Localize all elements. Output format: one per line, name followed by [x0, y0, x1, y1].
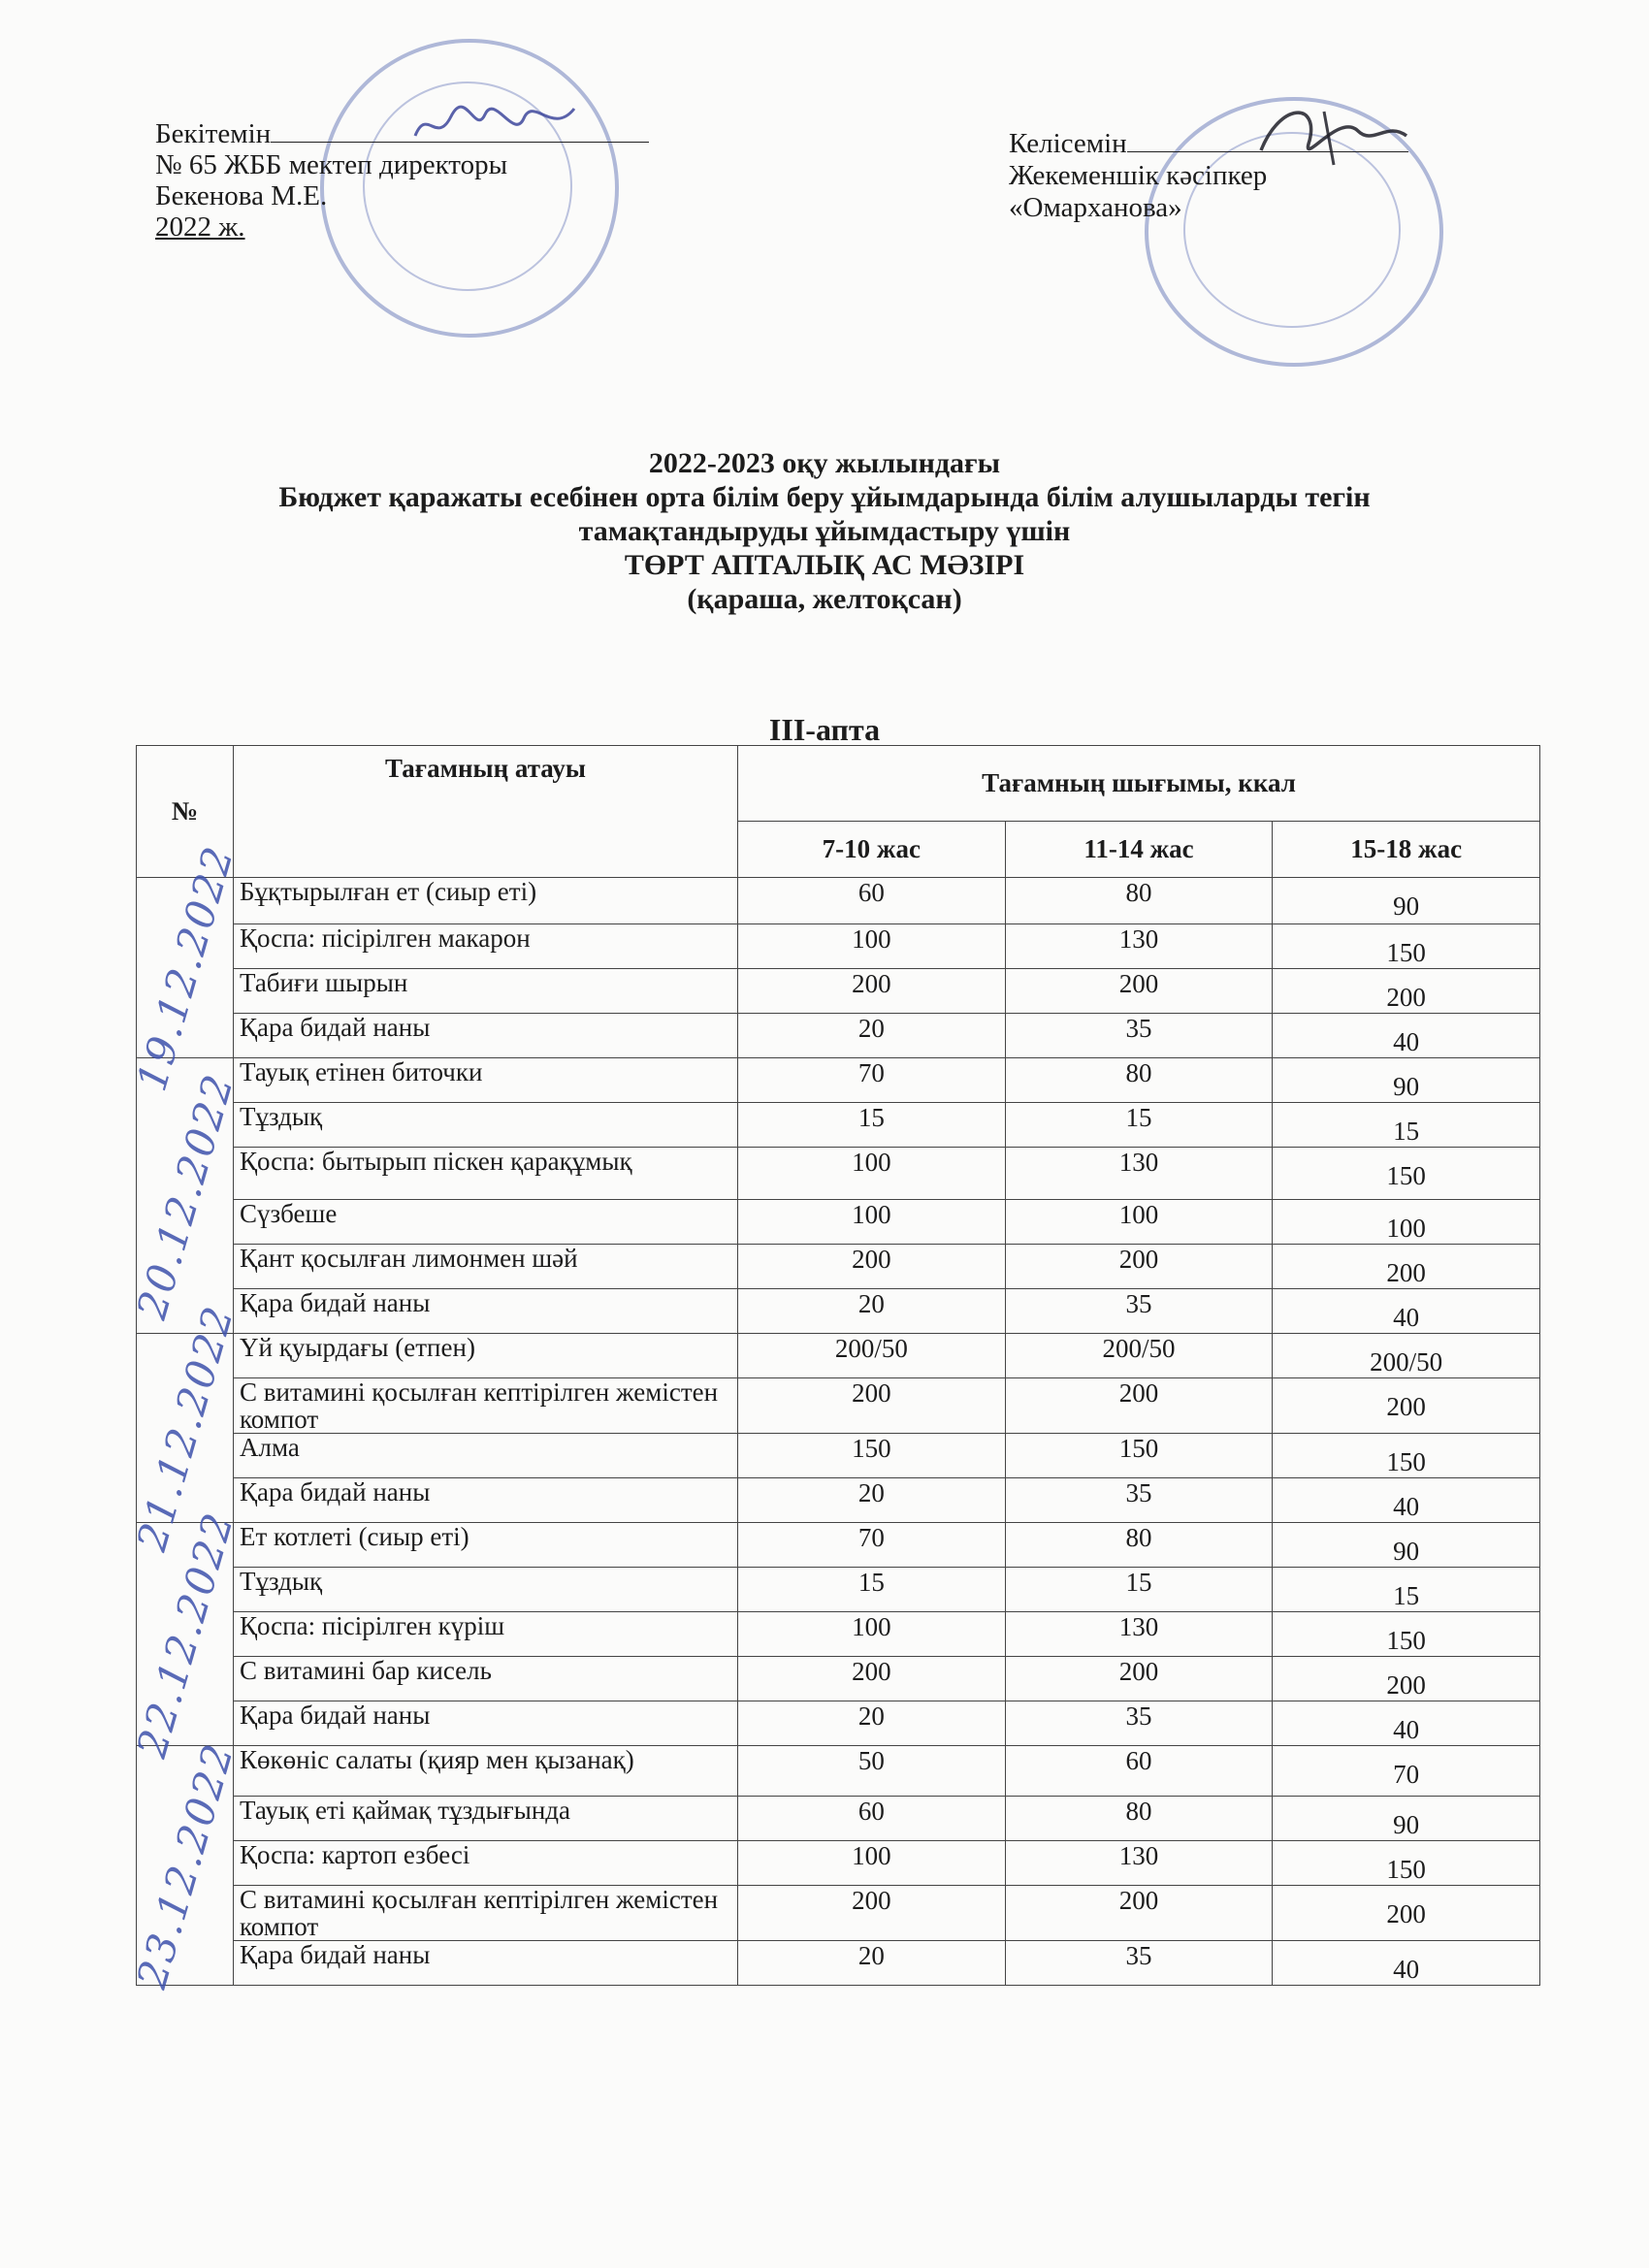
handwritten-date: 21.12.2022	[127, 1300, 242, 1556]
handwritten-date: 22.12.2022	[127, 1506, 242, 1763]
yield-value-3: 90	[1273, 1523, 1540, 1568]
dish-name: С витамині қосылған кептірілген жемістен компот	[234, 1378, 738, 1434]
document-title	[0, 446, 1649, 616]
yield-value-1: 20	[738, 1478, 1006, 1523]
title-line-1: 2022-2023 оқу жылындағы	[648, 447, 1001, 479]
yield-value-1: 20	[738, 1014, 1006, 1058]
yield-value-2: 200	[1005, 969, 1273, 1014]
yield-value-2: 15	[1005, 1103, 1273, 1148]
yield-value-1: 200	[738, 1657, 1006, 1701]
yield-value-3: 40	[1273, 1941, 1540, 1986]
yield-value-2: 200	[1005, 1245, 1273, 1289]
yield-value-3: 90	[1273, 878, 1540, 924]
header-number: №	[137, 746, 234, 878]
yield-value-1: 70	[738, 1058, 1006, 1103]
approval-block	[155, 116, 649, 243]
table-row	[137, 1701, 1540, 1746]
table-row	[137, 924, 1540, 969]
yield-value-3: 40	[1273, 1289, 1540, 1334]
table-row	[137, 1523, 1540, 1568]
day-date-cell	[127, 839, 242, 1096]
yield-value-3: 200	[1273, 1657, 1540, 1701]
signature-line	[271, 116, 649, 143]
yield-value-1: 200	[738, 969, 1006, 1014]
agree-label: Келісемін	[1009, 128, 1127, 159]
yield-value-3: 150	[1273, 924, 1540, 969]
dish-name: Сүзбеше	[234, 1200, 738, 1245]
yield-value-2: 35	[1005, 1014, 1273, 1058]
dish-name: Тұздық	[234, 1103, 738, 1148]
dish-name: Табиғи шырын	[234, 969, 738, 1014]
table-row	[137, 1334, 1540, 1378]
yield-value-1: 50	[738, 1746, 1006, 1797]
table-row	[137, 1434, 1540, 1478]
header-age-7-10: 7-10 жас	[738, 822, 1006, 878]
yield-value-3: 40	[1273, 1701, 1540, 1746]
dish-name: Қоспа: бытырып піскен қарақұмық	[234, 1148, 738, 1200]
dish-name: С витамині қосылған кептірілген жемістен компот	[234, 1886, 738, 1941]
yield-value-2: 150	[1005, 1434, 1273, 1478]
table-row	[137, 1746, 1540, 1797]
yield-value-3: 40	[1273, 1478, 1540, 1523]
yield-value-1: 200	[738, 1378, 1006, 1434]
table-row	[137, 1841, 1540, 1886]
table-row	[137, 1289, 1540, 1334]
handwritten-date: 20.12.2022	[127, 1067, 242, 1324]
dish-name: Алма	[234, 1434, 738, 1478]
week-label: III-апта	[768, 712, 881, 747]
table-row	[137, 969, 1540, 1014]
header-dish-name: Тағамның атауы	[234, 746, 738, 878]
yield-value-2: 130	[1005, 1148, 1273, 1200]
header-age-15-18: 15-18 жас	[1273, 822, 1540, 878]
dish-name: Тауық еті қаймақ тұздығында	[234, 1797, 738, 1841]
yield-value-3: 70	[1273, 1746, 1540, 1797]
yield-value-2: 80	[1005, 1523, 1273, 1568]
day-date-cell	[127, 1058, 242, 1334]
table-row	[137, 1058, 1540, 1103]
approve-year: 2022 ж.	[155, 211, 245, 243]
header-age-11-14: 11-14 жас	[1005, 822, 1273, 878]
title-line-3: тамақтандыруды ұйымдастыру үшін	[578, 515, 1071, 547]
table-row	[137, 1014, 1540, 1058]
yield-value-2: 80	[1005, 1058, 1273, 1103]
approve-position: № 65 ЖББ мектеп директоры	[155, 149, 508, 180]
approve-label: Бекітемін	[155, 118, 272, 149]
yield-value-3: 200	[1273, 969, 1540, 1014]
dish-name: Қара бидай наны	[234, 1014, 738, 1058]
table-row	[137, 1378, 1540, 1434]
yield-value-2: 130	[1005, 1841, 1273, 1886]
yield-value-1: 15	[738, 1103, 1006, 1148]
yield-value-2: 80	[1005, 878, 1273, 924]
table-row	[137, 1657, 1540, 1701]
yield-value-2: 15	[1005, 1568, 1273, 1612]
table-row	[137, 1478, 1540, 1523]
yield-value-3: 90	[1273, 1797, 1540, 1841]
agree-position: Жекеменшік кәсіпкер	[1009, 160, 1268, 191]
yield-value-3: 90	[1273, 1058, 1540, 1103]
table-row	[137, 1886, 1540, 1941]
dish-name: Қара бидай наны	[234, 1701, 738, 1746]
yield-value-1: 15	[738, 1568, 1006, 1612]
yield-value-3: 15	[1273, 1568, 1540, 1612]
yield-value-2: 100	[1005, 1200, 1273, 1245]
yield-value-3: 150	[1273, 1841, 1540, 1886]
yield-value-2: 35	[1005, 1478, 1273, 1523]
dish-name: Тауық етінен биточки	[234, 1058, 738, 1103]
yield-value-2: 130	[1005, 1612, 1273, 1657]
dish-name: Қоспа: пісірілген макарон	[234, 924, 738, 969]
handwritten-date: 19.12.2022	[127, 839, 242, 1096]
yield-value-3: 40	[1273, 1014, 1540, 1058]
title-line-2: Бюджет қаражаты есебінен орта білім беру ұйымдарында білім алушыларды тегін	[278, 481, 1371, 513]
yield-value-2: 200	[1005, 1378, 1273, 1434]
yield-value-1: 100	[738, 1612, 1006, 1657]
yield-value-3: 150	[1273, 1612, 1540, 1657]
header-yield: Тағамның шығымы, ккал	[738, 746, 1540, 822]
table-row	[137, 878, 1540, 924]
dish-name: Қоспа: пісірілген күріш	[234, 1612, 738, 1657]
table-row	[137, 1245, 1540, 1289]
signature-line	[1127, 126, 1408, 152]
yield-value-3: 150	[1273, 1148, 1540, 1200]
yield-value-1: 100	[738, 924, 1006, 969]
yield-value-3: 15	[1273, 1103, 1540, 1148]
yield-value-1: 20	[738, 1289, 1006, 1334]
yield-value-2: 80	[1005, 1797, 1273, 1841]
dish-name: Тұздық	[234, 1568, 738, 1612]
yield-value-1: 70	[738, 1523, 1006, 1568]
agreement-block	[1009, 126, 1408, 224]
table-row	[137, 1612, 1540, 1657]
table-row	[137, 1941, 1540, 1986]
table-row	[137, 1797, 1540, 1841]
dish-name: Ет котлеті (сиыр еті)	[234, 1523, 738, 1568]
dish-name: Көкөніс салаты (қияр мен қызанақ)	[234, 1746, 738, 1797]
yield-value-1: 60	[738, 878, 1006, 924]
yield-value-1: 150	[738, 1434, 1006, 1478]
yield-value-3: 200	[1273, 1378, 1540, 1434]
title-line-4: ТӨРТ АПТАЛЫҚ АС МӘЗІРІ	[624, 549, 1025, 581]
yield-value-3: 200/50	[1273, 1334, 1540, 1378]
yield-value-1: 20	[738, 1701, 1006, 1746]
agree-name: «Омарханова»	[1009, 192, 1182, 223]
yield-value-2: 35	[1005, 1701, 1273, 1746]
dish-name: Қоспа: картоп езбесі	[234, 1841, 738, 1886]
yield-value-2: 200/50	[1005, 1334, 1273, 1378]
dish-name: Қара бидай наны	[234, 1478, 738, 1523]
yield-value-1: 200	[738, 1245, 1006, 1289]
yield-value-2: 35	[1005, 1941, 1273, 1986]
yield-value-2: 200	[1005, 1657, 1273, 1701]
yield-value-2: 60	[1005, 1746, 1273, 1797]
yield-value-1: 200	[738, 1886, 1006, 1941]
dish-name: Қара бидай наны	[234, 1941, 738, 1986]
yield-value-1: 200/50	[738, 1334, 1006, 1378]
table-row	[137, 1148, 1540, 1200]
dish-name: Үй қуырдағы (етпен)	[234, 1334, 738, 1378]
yield-value-1: 20	[738, 1941, 1006, 1986]
yield-value-3: 200	[1273, 1886, 1540, 1941]
dish-name: Бұқтырылған ет (сиыр еті)	[234, 878, 738, 924]
title-line-5: (қараша, желтоқсан)	[687, 583, 962, 615]
yield-value-2: 35	[1005, 1289, 1273, 1334]
day-date-cell	[127, 1300, 242, 1556]
yield-value-2: 200	[1005, 1886, 1273, 1941]
menu-table	[127, 745, 1540, 1993]
table-row	[137, 1103, 1540, 1148]
table-row	[137, 1568, 1540, 1612]
yield-value-3: 100	[1273, 1200, 1540, 1245]
yield-value-3: 200	[1273, 1245, 1540, 1289]
day-date-cell	[127, 1737, 242, 1993]
yield-value-2: 130	[1005, 924, 1273, 969]
approve-name: Бекенова М.Е.	[155, 180, 328, 211]
yield-value-1: 100	[738, 1148, 1006, 1200]
yield-value-1: 60	[738, 1797, 1006, 1841]
handwritten-date: 23.12.2022	[127, 1737, 242, 1993]
yield-value-3: 150	[1273, 1434, 1540, 1478]
day-date-cell	[127, 1506, 242, 1763]
table-row	[137, 1200, 1540, 1245]
dish-name: Қара бидай наны	[234, 1289, 738, 1334]
dish-name: Қант қосылған лимонмен шәй	[234, 1245, 738, 1289]
yield-value-1: 100	[738, 1841, 1006, 1886]
yield-value-1: 100	[738, 1200, 1006, 1245]
dish-name: С витамині бар кисель	[234, 1657, 738, 1701]
